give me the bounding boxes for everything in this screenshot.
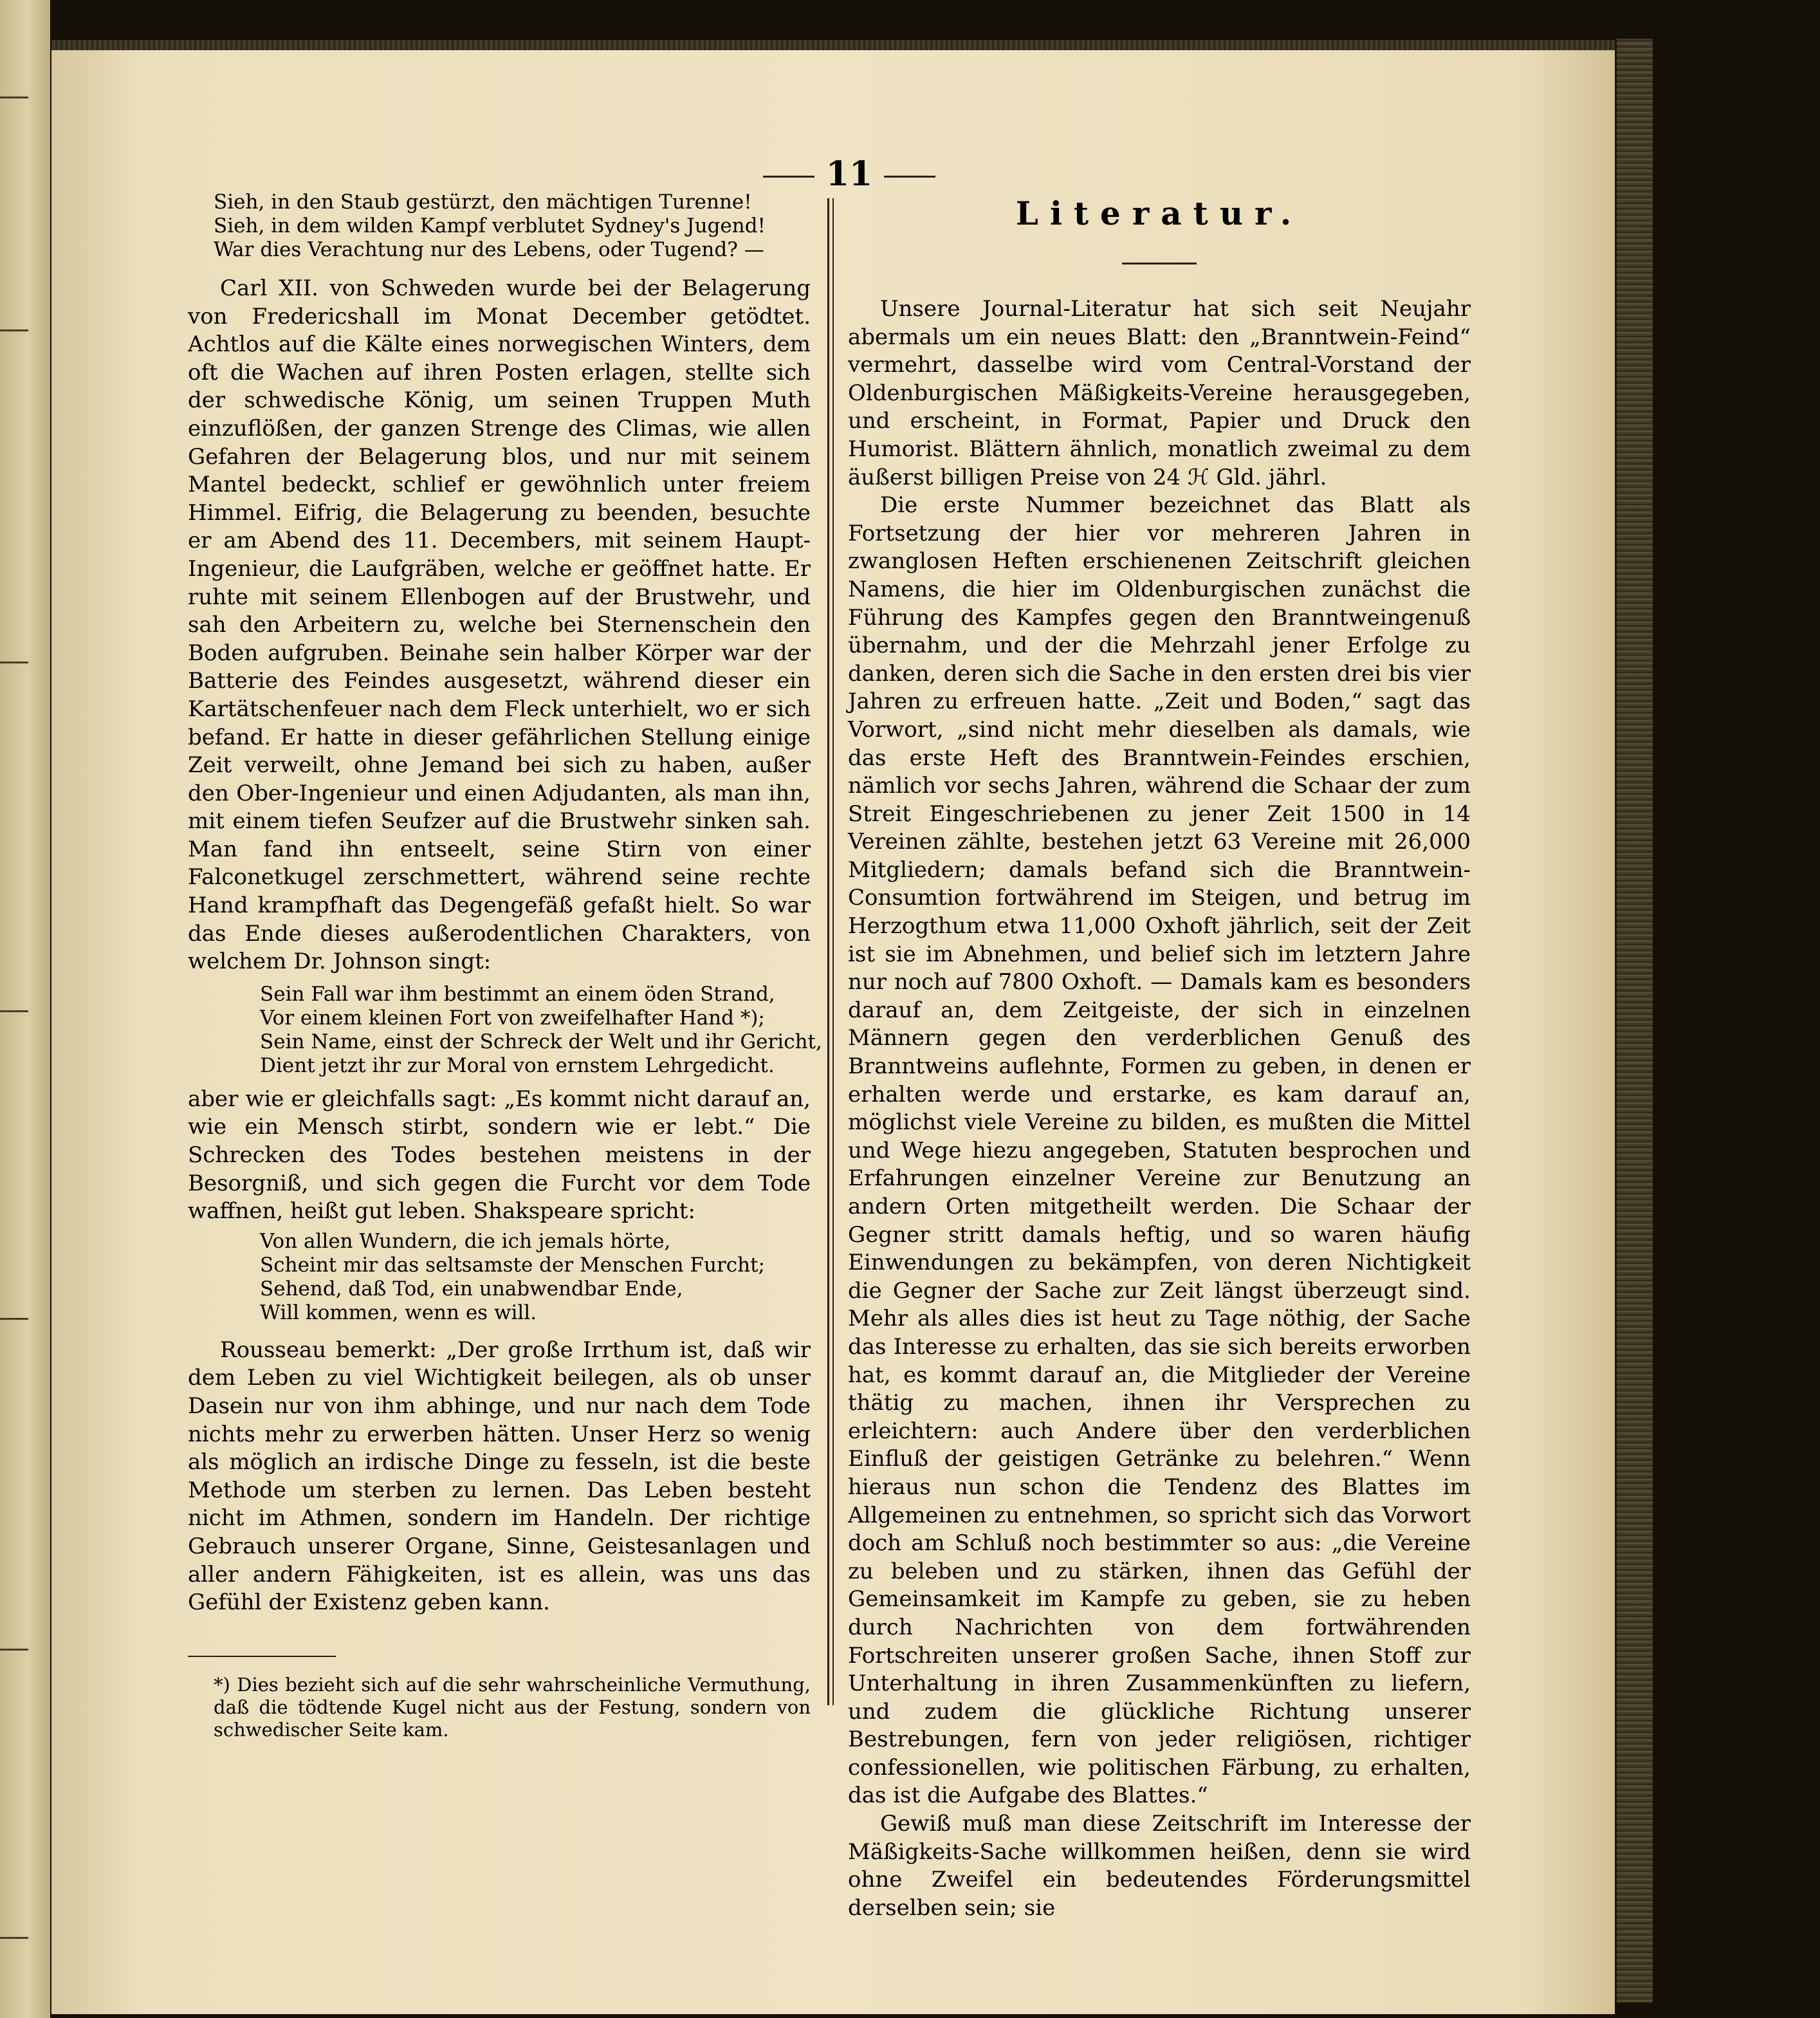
book-gutter — [0, 0, 50, 2018]
verse-line: Von allen Wundern, die ich jemals hörte, — [260, 1229, 671, 1253]
column-divider — [827, 198, 829, 1705]
page-header — [746, 154, 952, 193]
verse-line: War dies Verachtung nur des Lebens, oder Tugend? — — [214, 238, 764, 261]
right-column — [848, 190, 1471, 1922]
footnote: *) Dies bezieht sich auf die sehr wahrscheinliche Vermuthung, daß die tödtende Kugel nicht aus der Festung, sondern von schwedischer Seite kam. — [214, 1673, 811, 1741]
paragraph-rousseau: Rousseau bemerkt: „Der große Irrthum ist, daß wir dem Leben zu viel Wichtigkeit beilegen, als ob unser Dasein nur von ihm abhinge, und nur nach dem Tode nichts mehr zu erwerben hätten. Unser Herz so wenig als möglich an irdische Dinge zu fesseln, ist die beste Methode um sterben zu lernen. Das Leben besteht nicht im Athmen, sondern im Handeln. Der richtige Gebrauch unserer Organe, Sinne, Geistesanlagen und aller andern Fähigkeiten, ist es allein, was uns das Gefühl der Existenz geben kann. — [188, 1337, 811, 1616]
paragraph-journal-literatur: Unsere Journal-Literatur hat sich seit Neujahr abermals um ein neues Blatt: den „Branntwein-Feind“ vermehrt, dasselbe wird vom Central-Vorstand der Oldenburgischen Mäßigkeits-Vereine herausgegeben, und erscheint, in Format, Papier und Druck den Humorist. Blättern ähnlich, monatlich zweimal zu dem äußerst billigen Preise von 24 ℋ Gld. jährl. — [848, 296, 1471, 490]
verse-turenne — [214, 190, 811, 262]
column-divider-second — [832, 198, 834, 1705]
header-dash-right — [884, 176, 935, 178]
verse-johnson — [260, 982, 822, 1078]
left-column — [188, 190, 822, 1741]
verse-line: Sein Fall war ihm bestimmt an einem öden Strand, — [260, 982, 775, 1006]
gutter-mark — [0, 329, 28, 331]
paragraph-erste-nummer: Die erste Nummer bezeichnet das Blatt als Fortsetzung der hier vor mehreren Jahren in zwanglosen Heften erschienenen Zeitschrift gleichen Namens, die hier im Oldenburgischen zunächst die Führung des Kampfes gegen den Branntweingenuß übernahm, und der die Mehrzahl jener Erfolge zu danken, deren sich die Sache in den ersten drei bis vier Jahren zu erfreuen hatte. „Zeit und Boden,“ sagt das Vorwort, „sind nicht mehr dieselben als damals, wie das erste Heft des Branntwein-Feindes erschien, nämlich vor sechs Jahren, während die Schaar der zum Streit Eingeschriebenen zu jener Zeit 1500 in 14 Vereinen zählte, bestehen jetzt 63 Vereine mit 26,000 Mitgliedern; damals befand sich die Branntwein-Consumtion fortwährend im Steigen, und betrug im Herzogthum etwa 11,000 Oxhoft jährlich, seit der Zeit ist sie im Abnehmen, und belief sich im letztern Jahre nur noch auf 7800 Oxhoft. — Damals kam es besonders darauf an, dem Zeitgeiste, der sich in einzelnen Männern gegen den verderblichen Genuß des Branntweins auflehnte, Formen zu geben, in denen er erhalten werde und erstarke, es kam darauf an, möglichst viele Vereine zu bilden, es mußten die Mittel und Wege hiezu angegeben, Statuten besprochen und Erfahrungen einzelner Vereine zur Benutzung an andern Orten mitgetheilt werden. Die Schaar der Gegner stritt damals heftig, und so waren häufig Einwendungen zu bekämpfen, von deren Nichtigkeit die Gegner der Sache zur Zeit längst überzeugt sind. Mehr als alles dies ist heut zu Tage nöthig, der Sache das Interesse zu erhalten, das sie sich bereits erworben hat, es kommt darauf an, die Mitglieder der Vereine thätig zu machen, ihnen ihr Versprechen zu erleichtern: auch Andere über den verderblichen Einfluß der geistigen Getränke zu belehren.“ Wenn hieraus nun schon die Tendenz des Blattes im Allgemeinen zu entnehmen, so spricht sich das Vorwort doch am Schluß noch bestimmter so aus: „die Vereine zu beleben und zu stärken, ihnen das Gefühl der Gemeinsamkeit im Kampfe zu geben, sie zu heben durch Nachrichten von dem fortwährenden Fortschreiten unserer großen Sache, ihnen Stoff zur Unterhaltung in ihren Zusammenkünften zu liefern, und zudem die glückliche Richtung unserer Bestrebungen, fern von jeder religiösen, richtiger confessionellen, wie politischen Färbung, zu erhalten, das ist die Aufgabe des Blattes.“ — [848, 492, 1471, 1809]
verse-line: Sieh, in den Staub gestürzt, den mächtigen Turenne! — [214, 190, 752, 214]
gutter-mark — [0, 97, 28, 98]
footnote-rule — [188, 1656, 336, 1657]
gutter-mark — [0, 1649, 28, 1651]
page-number: 11 — [825, 154, 873, 194]
header-dash-left — [763, 176, 814, 178]
verse-line: Sehend, daß Tod, ein unabwendbar Ende, — [260, 1277, 683, 1301]
paragraph-gewiss: Gewiß muß man diese Zeitschrift im Interesse der Mäßigkeits-Sache willkommen heißen, denn sie wird ohne Zweifel ein bedeutendes Förderungsmittel derselben sein; sie — [848, 1811, 1471, 1921]
gutter-mark — [0, 1937, 28, 1939]
book-cover-edge — [1615, 39, 1653, 2003]
verse-line: Sieh, in dem wilden Kampf verblutet Sydney's Jugend! — [214, 214, 766, 237]
paragraph-johnson-quote: aber wie er gleichfalls sagt: „Es kommt nicht darauf an, wie ein Mensch stirbt, sondern wie er lebt.“ Die Schrecken des Todes bestehen meistens in der Besorgniß, und sich gegen die Furcht vor dem Tode waffnen, heißt gut leben. Shakspeare spricht: — [188, 1086, 811, 1225]
verse-line: Scheint mir das seltsamste der Menschen Furcht; — [260, 1253, 765, 1277]
gutter-mark — [0, 1010, 28, 1012]
title-rule — [1122, 263, 1197, 264]
gutter-mark — [0, 662, 28, 663]
section-title: Literatur. — [1015, 194, 1303, 232]
paragraph-carl-xii: Carl XII. von Schweden wurde bei der Belagerung von Fredericshall im Monat December getödtet. Achtlos auf die Kälte eines norwegischen Winters, dem oft die Wachen auf ihren Posten erlagen, stellte sich der schwedische König, um seinen Truppen Muth einzuflößen, der ganzen Strenge des Climas, wie allen Gefahren der Belagerung blos, und nur mit seinem Mantel bedeckt, schlief er gewöhnlich unter freiem Himmel. Eifrig, die Belagerung zu beenden, besuchte er am Abend des 11. Decembers, mit seinem Haupt-Ingenieur, die Laufgräben, welche er geöffnet hatte. Er ruhte mit seinem Ellenbogen auf der Brustwehr, und sah den Arbeitern zu, welche bei Sternenschein den Boden aufgruben. Beinahe sein halber Körper war der Batterie des Feindes ausgesetzt, während dieser ein Kartätschenfeuer nach dem Fleck unterhielt, wo er sich befand. Er hatte in dieser gefährlichen Stellung einige Zeit verweilt, ohne Jemand bei sich zu haben, außer den Ober-Ingenieur und einen Adjudanten, als man ihn, mit einem tiefen Seufzer auf die Brustwehr sinken sah. Man fand ihn entseelt, seine Stirn von einer Falconetkugel zerschmettert, während seine rechte Hand krampfhaft das Degengefäß gefaßt hielt. So war das Ende dieses außerodentlichen Charakters, von welchem Dr. Johnson singt: — [188, 275, 811, 975]
verse-shakspeare — [260, 1230, 811, 1325]
verse-line: Sein Name, einst der Schreck der Welt und ihr Gericht, — [260, 1030, 822, 1053]
verse-line: Vor einem kleinen Fort von zweifelhafter Hand *); — [260, 1006, 765, 1030]
verse-line: Will kommen, wenn es will. — [260, 1301, 537, 1324]
gutter-mark — [0, 1318, 28, 1320]
verse-line: Dient jetzt ihr zur Moral von ernstem Lehrgedicht. — [260, 1053, 775, 1077]
